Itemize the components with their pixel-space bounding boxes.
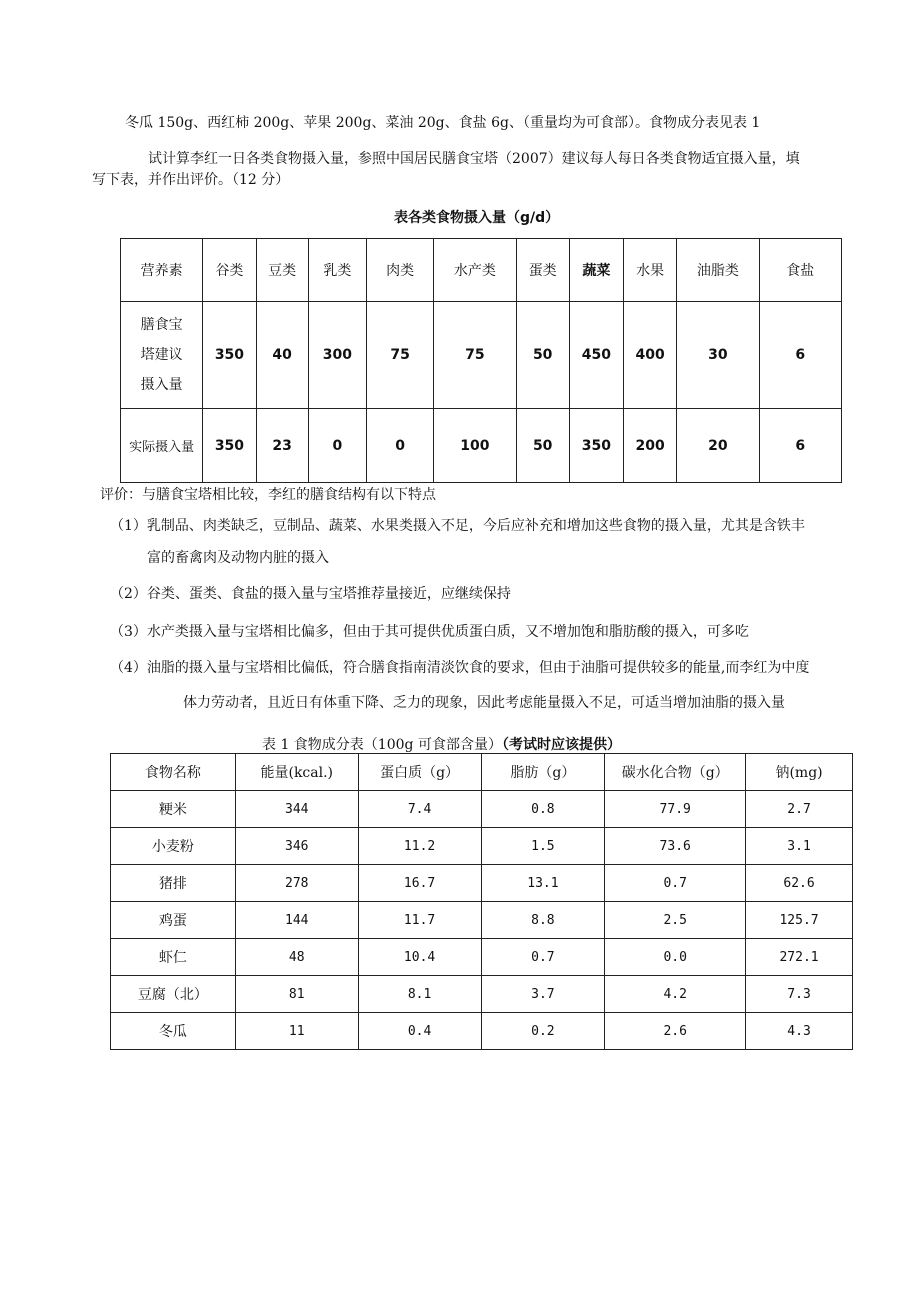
value-cell: 0.4: [358, 1013, 481, 1050]
header-cell: 豆类: [256, 239, 308, 302]
composition-title-main: 表 1 食物成分表（100g 可食部含量）: [262, 737, 502, 753]
value-cell: 2.5: [605, 902, 746, 939]
evaluation-point-4a: （4）油脂的摄入量与宝塔相比偏低，符合膳食指南清淡饮食的要求，但由于油脂可提供较多的能量,而李红为中度: [110, 660, 810, 676]
intro-line-3: 写下表，并作出评价。（12 分）: [92, 172, 290, 188]
header-cell: 能量(kcal.): [235, 754, 358, 791]
value-cell: 11.7: [358, 902, 481, 939]
header-cell: 钠(mg): [746, 754, 853, 791]
value-cell: 11.2: [358, 828, 481, 865]
header-cell: 谷类: [203, 239, 256, 302]
table-row: [111, 865, 853, 902]
header-cell: 营养素: [121, 239, 203, 302]
value-cell: 50: [516, 302, 569, 409]
row-label: 实际摄入量: [121, 409, 203, 483]
value-cell: 6: [759, 302, 841, 409]
value-cell: 450: [569, 302, 623, 409]
value-cell: 344: [235, 791, 358, 828]
row-label-line: 塔建议: [140, 347, 183, 363]
value-cell: 8.1: [358, 976, 481, 1013]
value-cell: 7.3: [746, 976, 853, 1013]
food-name-cell: 粳米: [111, 791, 236, 828]
value-cell: 100: [434, 409, 516, 483]
header-cell: 油脂类: [677, 239, 759, 302]
header-cell: 食盐: [759, 239, 841, 302]
composition-table: [110, 753, 853, 1050]
food-name-cell: 豆腐（北）: [111, 976, 236, 1013]
value-cell: 3.1: [746, 828, 853, 865]
evaluation-point-3: （3）水产类摄入量与宝塔相比偏多，但由于其可提供优质蛋白质，又不增加饱和脂肪酸的摄入，可多吃: [110, 624, 749, 640]
intake-table-title: 表各类食物摄入量（g/d）: [394, 210, 560, 226]
value-cell: 75: [366, 302, 433, 409]
intake-header-row: [121, 239, 842, 302]
value-cell: 75: [434, 302, 516, 409]
value-cell: 48: [235, 939, 358, 976]
table-row: [111, 976, 853, 1013]
value-cell: 350: [203, 409, 256, 483]
evaluation-point-1b: 富的畜禽肉及动物内脏的摄入: [147, 550, 329, 566]
header-cell: 食物名称: [111, 754, 236, 791]
food-name-cell: 鸡蛋: [111, 902, 236, 939]
value-cell: 2.7: [746, 791, 853, 828]
food-name-cell: 猪排: [111, 865, 236, 902]
value-cell: 16.7: [358, 865, 481, 902]
composition-header-row: [111, 754, 853, 791]
value-cell: 1.5: [481, 828, 605, 865]
header-cell: 蛋类: [516, 239, 569, 302]
value-cell: 4.3: [746, 1013, 853, 1050]
intro-line-1: 冬瓜 150g、西红柿 200g、苹果 200g、菜油 20g、食盐 6g、（重量均为可食部）。食物成分表见表 1: [125, 115, 761, 131]
value-cell: 40: [256, 302, 308, 409]
row-label-line: 摄入量: [140, 377, 183, 393]
row-label: [121, 302, 203, 409]
header-cell: 蛋白质（g）: [358, 754, 481, 791]
table-row: [111, 1013, 853, 1050]
food-name-cell: 小麦粉: [111, 828, 236, 865]
table-row: [111, 902, 853, 939]
value-cell: 50: [516, 409, 569, 483]
header-cell: 肉类: [366, 239, 433, 302]
header-cell: 蔬菜: [569, 239, 623, 302]
value-cell: 144: [235, 902, 358, 939]
value-cell: 62.6: [746, 865, 853, 902]
table-row: [111, 828, 853, 865]
value-cell: 0: [308, 409, 366, 483]
value-cell: 272.1: [746, 939, 853, 976]
value-cell: 200: [624, 409, 677, 483]
composition-title-note: （考试时应该提供）: [501, 737, 621, 753]
value-cell: 300: [308, 302, 366, 409]
value-cell: 0.8: [481, 791, 605, 828]
value-cell: 20: [677, 409, 759, 483]
value-cell: 0.2: [481, 1013, 605, 1050]
value-cell: 350: [569, 409, 623, 483]
value-cell: 350: [203, 302, 256, 409]
composition-table-title: [262, 734, 621, 754]
food-name-cell: 冬瓜: [111, 1013, 236, 1050]
evaluation-point-1a: （1）乳制品、肉类缺乏，豆制品、蔬菜、水果类摄入不足，今后应补充和增加这些食物的摄入量，尤其是含铁丰: [110, 518, 805, 534]
value-cell: 346: [235, 828, 358, 865]
value-cell: 0.0: [605, 939, 746, 976]
value-cell: 6: [759, 409, 841, 483]
value-cell: 73.6: [605, 828, 746, 865]
actual-row: [121, 409, 842, 483]
value-cell: 2.6: [605, 1013, 746, 1050]
value-cell: 3.7: [481, 976, 605, 1013]
recommended-row: [121, 302, 842, 409]
value-cell: 0.7: [481, 939, 605, 976]
table-row: [111, 791, 853, 828]
header-cell: 乳类: [308, 239, 366, 302]
header-cell: 碳水化合物（g）: [605, 754, 746, 791]
intake-table: [120, 238, 842, 483]
value-cell: 8.8: [481, 902, 605, 939]
value-cell: 7.4: [358, 791, 481, 828]
table-row: [111, 939, 853, 976]
value-cell: 0.7: [605, 865, 746, 902]
value-cell: 400: [624, 302, 677, 409]
value-cell: 23: [256, 409, 308, 483]
value-cell: 13.1: [481, 865, 605, 902]
value-cell: 11: [235, 1013, 358, 1050]
value-cell: 4.2: [605, 976, 746, 1013]
value-cell: 125.7: [746, 902, 853, 939]
evaluation-point-4b: 体力劳动者，且近日有体重下降、乏力的现象，因此考虑能量摄入不足，可适当增加油脂的摄入量: [183, 695, 785, 711]
value-cell: 81: [235, 976, 358, 1013]
value-cell: 77.9: [605, 791, 746, 828]
row-label-line: 膳食宝: [140, 317, 183, 333]
food-name-cell: 虾仁: [111, 939, 236, 976]
intro-line-2: 试计算李红一日各类食物摄入量，参照中国居民膳食宝塔（2007）建议每人每日各类食物适宜摄入量，填: [148, 151, 800, 167]
value-cell: 30: [677, 302, 759, 409]
evaluation-heading: 评价：与膳食宝塔相比较，李红的膳食结构有以下特点: [100, 487, 436, 503]
value-cell: 0: [366, 409, 433, 483]
value-cell: 278: [235, 865, 358, 902]
header-cell: 水产类: [434, 239, 516, 302]
header-cell: 脂肪（g）: [481, 754, 605, 791]
value-cell: 10.4: [358, 939, 481, 976]
evaluation-point-2: （2）谷类、蛋类、食盐的摄入量与宝塔推荐量接近，应继续保持: [110, 586, 511, 602]
header-cell: 水果: [624, 239, 677, 302]
